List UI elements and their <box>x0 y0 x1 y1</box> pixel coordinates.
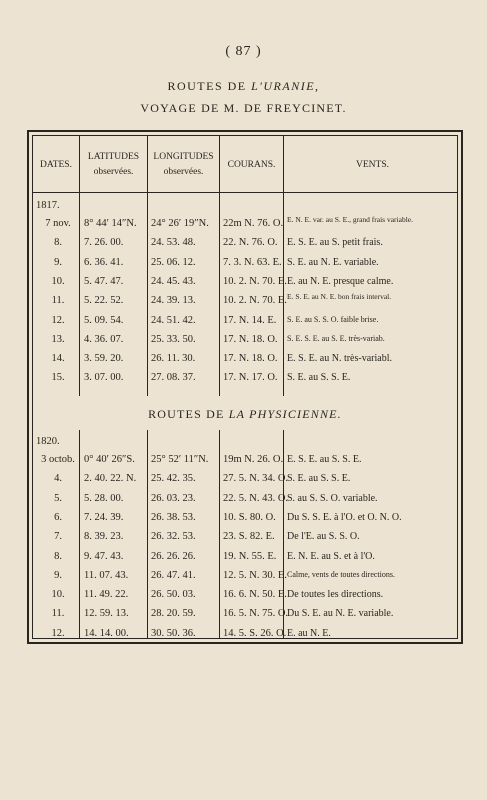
table-row <box>33 471 457 490</box>
courans-cell: 23. S. 82. E. <box>223 531 275 543</box>
date-cell: 10. <box>51 275 65 287</box>
latitude-cell: 5. 47. 47. <box>84 275 124 287</box>
longitude-cell: 26. 47. 41. <box>151 569 196 581</box>
courans-cell: 17. N. 17. O. <box>223 372 278 384</box>
courans-cell: 22m N. 76. O. <box>223 218 284 229</box>
vents-cell: S. E. au S. S. E. <box>287 473 351 485</box>
physicienne-routes-title <box>33 407 457 422</box>
courans-cell: 16. 5. N. 75. O. <box>223 608 289 620</box>
date-cell: 12. <box>51 314 65 326</box>
table-row <box>33 452 457 471</box>
date-cell: 14. <box>51 353 65 365</box>
courans-cell: 7. 3. N. 63. E. <box>223 256 282 268</box>
courans-cell: 19m N. 26. O. <box>223 454 284 465</box>
vents-cell: E. S. E. au S. petit frais. <box>287 237 383 249</box>
vents-cell: Du S. S. E. à l'O. et O. N. O. <box>287 511 402 523</box>
vents-cell: S. E. S. E. au S. E. très-variab. <box>287 333 385 343</box>
latitude-cell: 5. 22. 52. <box>84 295 124 307</box>
latitude-cell: 2. 40. 22. N. <box>84 473 137 485</box>
courans-cell: 22. 5. N. 43. O. <box>223 492 289 504</box>
date-cell: 10. <box>51 589 65 601</box>
longitude-cell: 26. 32. 53. <box>151 531 196 543</box>
latitude-cell: 4. 36. 07. <box>84 333 124 345</box>
table-row <box>33 313 457 332</box>
longitude-cell: 25° 52′ 11″N. <box>151 454 209 465</box>
routes-table-frame <box>27 130 463 644</box>
physicienne-title-prefix: ROUTES DE <box>148 407 229 421</box>
header-longitudes: LONGITUDES observées. <box>153 152 214 177</box>
vents-cell: S. E. au N. E. variable. <box>287 256 379 268</box>
uranie-title-prefix: ROUTES DE <box>167 79 252 93</box>
date-cell: 13. <box>51 333 65 345</box>
table-row <box>33 293 457 312</box>
latitude-cell: 0° 40′ 26″S. <box>84 454 135 465</box>
longitude-cell: 24° 26′ 19″N. <box>151 218 209 229</box>
vents-cell: S. au S. S. O. variable. <box>287 492 378 504</box>
vents-cell: S. E. au S. S. E. <box>287 372 351 384</box>
date-cell: 7 nov. <box>45 218 71 229</box>
vents-cell: E. S. E. au N. très-variabl. <box>287 353 392 365</box>
courans-cell: 10. S. 80. O. <box>223 511 276 523</box>
courans-cell: 17. N. 14. E. <box>223 314 277 326</box>
table-row <box>33 568 457 587</box>
header-latitudes: LATITUDES observées. <box>87 152 140 177</box>
header-courans: COURANS. <box>227 160 276 170</box>
vents-cell: Calme, vents de toutes directions. <box>287 569 395 579</box>
routes-table <box>32 135 458 639</box>
table-row <box>33 351 457 370</box>
vents-cell: De l'E. au S. S. O. <box>287 531 360 543</box>
longitude-cell: 25. 33. 50. <box>151 333 196 345</box>
date-cell: 15. <box>51 372 65 384</box>
longitude-cell: 24. 45. 43. <box>151 275 196 287</box>
courans-cell: 16. 6. N. 50. E. <box>223 589 287 601</box>
longitude-cell: 28. 20. 59. <box>151 608 196 620</box>
latitude-cell: 12. 59. 13. <box>84 608 129 620</box>
date-cell: 4. <box>54 473 62 485</box>
header-rule <box>33 192 457 193</box>
header-vents: VENTS. <box>356 160 389 170</box>
uranie-title-suffix: , <box>315 79 320 93</box>
date-cell: 9. <box>54 256 62 268</box>
longitude-cell: 26. 11. 30. <box>151 353 196 365</box>
date-cell: 11. <box>51 295 65 307</box>
latitude-cell: 5. 09. 54. <box>84 314 124 326</box>
courans-cell: 10. 2. N. 70. E. <box>223 275 287 287</box>
longitude-cell: 25. 42. 35. <box>151 473 196 485</box>
longitude-cell: 26. 26. 26. <box>151 550 196 562</box>
uranie-title-ship: L'URANIE <box>251 79 316 93</box>
latitude-cell: 14. 14. 00. <box>84 627 129 639</box>
courans-cell: 19. N. 55. E. <box>223 550 277 562</box>
longitude-cell: 24. 51. 42. <box>151 314 196 326</box>
page-number: ( 87 ) <box>225 44 262 59</box>
longitude-cell: 24. 39. 13. <box>151 295 196 307</box>
table-row <box>33 606 457 625</box>
date-cell: 5. <box>54 492 62 504</box>
date-cell: 9. <box>54 569 62 581</box>
latitude-cell: 7. 26. 00. <box>84 237 124 249</box>
latitude-cell: 7. 24. 39. <box>84 511 124 523</box>
table-row <box>33 510 457 529</box>
vents-cell: De toutes les directions. <box>287 589 384 601</box>
longitude-cell: 25. 06. 12. <box>151 256 196 268</box>
date-cell: 6. <box>54 511 62 523</box>
voyage-title: VOYAGE DE M. DE FREYCINET. <box>140 101 347 115</box>
table-row <box>33 274 457 293</box>
vents-cell: Du S. E. au N. E. variable. <box>287 608 394 620</box>
table-row <box>33 529 457 548</box>
courans-cell: 27. 5. N. 34. O. <box>223 473 289 485</box>
vents-cell: E. N. E. var. au S. E., grand frais variable. <box>287 215 414 224</box>
latitude-cell: 9. 47. 43. <box>84 550 124 562</box>
physicienne-title-ship: LA PHYSICIENNE. <box>228 407 342 421</box>
courans-cell: 22. N. 76. O. <box>223 237 278 249</box>
table-row <box>33 491 457 510</box>
table-row <box>33 255 457 274</box>
header-dates: DATES. <box>40 160 72 170</box>
courans-cell: 17. N. 18. O. <box>223 333 278 345</box>
latitude-cell: 3. 59. 20. <box>84 353 124 365</box>
table-row <box>33 587 457 606</box>
longitude-cell: 26. 50. 03. <box>151 589 196 601</box>
courans-cell: 12. 5. N. 30. E. <box>223 569 287 581</box>
longitude-cell: 24. 53. 48. <box>151 237 196 249</box>
date-cell: 7. <box>54 531 62 543</box>
courans-cell: 17. N. 18. O. <box>223 353 278 365</box>
physicienne-year-row <box>33 434 457 453</box>
longitude-cell: 27. 08. 37. <box>151 372 196 384</box>
courans-cell: 14. 5. S. 26. O. <box>223 627 287 639</box>
table-row <box>33 332 457 351</box>
longitude-cell: 26. 03. 23. <box>151 492 196 504</box>
latitude-cell: 5. 28. 00. <box>84 492 124 504</box>
uranie-year: 1817. <box>36 200 60 211</box>
vents-cell: E. au N. E. presque calme. <box>287 275 394 287</box>
longitude-cell: 26. 38. 53. <box>151 511 196 523</box>
date-cell: 8. <box>54 237 62 249</box>
physicienne-year: 1820. <box>36 436 60 447</box>
table-row <box>33 370 457 389</box>
date-cell: 11. <box>51 608 65 620</box>
date-cell: 3 octob. <box>41 454 75 465</box>
uranie-routes-title <box>0 79 487 94</box>
table-row <box>33 216 457 235</box>
latitude-cell: 11. 07. 43. <box>84 569 129 581</box>
table-row <box>33 626 457 645</box>
latitude-cell: 11. 49. 22. <box>84 589 129 601</box>
latitude-cell: 3. 07. 00. <box>84 372 124 384</box>
courans-cell: 10. 2. N. 70. E. <box>223 295 287 307</box>
table-row <box>33 235 457 254</box>
latitude-cell: 8. 39. 23. <box>84 531 124 543</box>
vents-cell: E. N. E. au S. et à l'O. <box>287 550 375 562</box>
vents-cell: E. S. E. au S. S. E. <box>287 454 362 465</box>
vents-cell: E. S. E. au N. E. bon frais interval. <box>287 292 392 302</box>
table-row <box>33 549 457 568</box>
vents-cell: S. E. au S. S. O. faible brise. <box>287 314 379 324</box>
date-cell: 12. <box>51 627 65 639</box>
latitude-cell: 8° 44′ 14″N. <box>84 218 137 229</box>
longitude-cell: 30. 50. 36. <box>151 627 196 639</box>
latitude-cell: 6. 36. 41. <box>84 256 124 268</box>
vents-cell: E. au N. E. <box>287 627 331 639</box>
date-cell: 8. <box>54 550 62 562</box>
